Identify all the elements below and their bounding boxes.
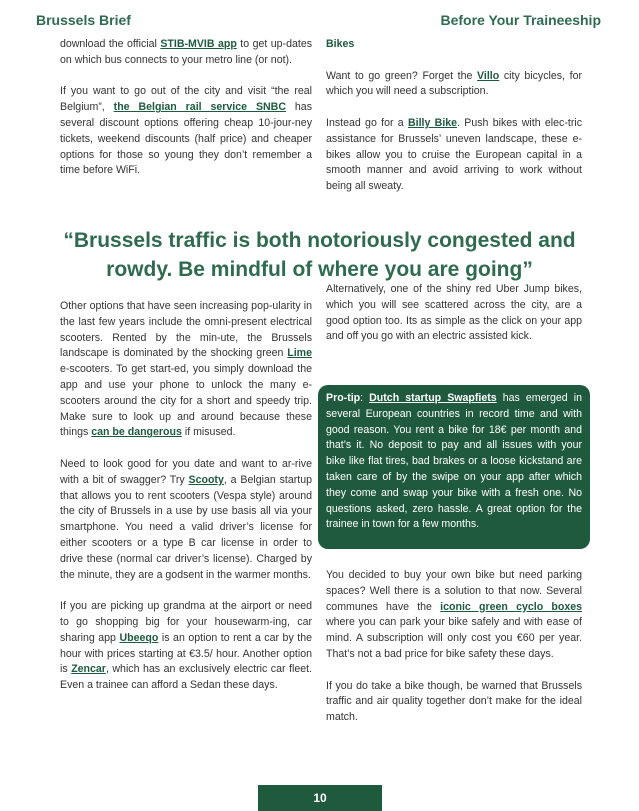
top-right-column (326, 37, 582, 195)
paragraph (60, 299, 312, 441)
pro-tip-label: Pro-tip (326, 392, 361, 404)
text-span: , which has an exclusively electric car fleet. Even a trainee can afford a Sedan these days. (60, 663, 312, 692)
paragraph (60, 457, 312, 583)
paragraph: Alternatively, one of the shiny red Uber Jump bikes, which you will see scattered across the city, are a good option too. Its as simple as the click on your app and off you go with an electric assisted kick. (326, 283, 582, 343)
paragraph (60, 84, 312, 179)
text-span: has several discount options offering cheap 10-jour-ney tickets, weekend discounts (half price) and cheaper options for those so young they don’t remember a time before WiFi. (60, 101, 312, 177)
stib-app-link[interactable]: STIB-MVIB app (160, 38, 237, 50)
text-span: download the official (60, 38, 161, 50)
bottom-right-column-lower (326, 568, 582, 726)
text-span: If you are picking up grandma at the airport or need to go shopping big for your housewarm-ing, car sharing app (60, 600, 312, 644)
text-span: , a Belgian startup that allows you to rent scooters (Vespa style) around the city of Brussels in a use by use basis all via your smartphone. You need a valid driver’s license for either scooters or a type B car license in order to drive these (normal car driver’s license). Charged by the minute, they are a godsent in the warmer months. (60, 473, 312, 581)
bottom-right-column (326, 282, 582, 345)
cyclo-boxes-link[interactable]: iconic green cyclo boxes (440, 600, 582, 613)
lime-link[interactable]: Lime (287, 347, 312, 360)
text-span: You decided to buy your own bike but need parking spaces? Well there is a solution to that now. Several communes have the (326, 569, 582, 613)
billy-bike-link[interactable]: Billy Bike (408, 116, 458, 129)
villo-link[interactable]: Villo (477, 69, 500, 82)
can-be-dangerous-link[interactable]: can be dangerous (91, 426, 182, 439)
text-span: has emerged in several European countries in record time and with good reason. You rent a bike for 18€ per month and that’s it. No deposit to pay and all issues with your bike like flat tires, bad brakes or a loose kickstand are taken care of by the swipe on your app after which they come and swap your bike with a fresh one. No questions asked, zero hassle. A great option for the trainee in town for a few months. (326, 392, 582, 531)
text-span: e-scooters. To get start-ed, you simply download the app and use your phone to unlock the many e-scooters around the city for a short and speedy trip. Make sure to look up and around because these things (60, 363, 312, 439)
text-span: Need to look good for you date and want to ar-rive with a bit of swagger? Try (60, 457, 312, 486)
paragraph (326, 69, 582, 101)
text-span: : (360, 392, 370, 404)
text-span: is an option to rent a car by the hour with prices starting at €3.5/ hour. Another option is (60, 631, 312, 676)
zencar-link[interactable]: Zencar (71, 663, 106, 676)
text-span: Other options that have seen increasing pop-ularity in the last few years include the omni-present electrical scooters. Rented by the min-ute, the Brussels landscape is dominated by the shocking green (60, 300, 312, 360)
rail-service-link[interactable]: the Belgian rail service SNBC (113, 101, 286, 114)
text-span: If you want to go out of the city and visit “the real Belgium”, (60, 85, 312, 114)
paragraph (326, 116, 582, 195)
section-heading-bikes: Bikes (326, 38, 355, 50)
pull-quote: “Brussels traffic is both notoriously congested and rowdy. Be mindful of where you are going” (63, 229, 576, 281)
text-span: to get up-dates on which bus connects to your metro line (or not). (60, 38, 313, 66)
text-span: where you can park your bike safely and with ease of mind. A subscription will only cost you €60 per year. That’s not a bad price for bike safety these days. (326, 616, 582, 660)
bottom-left-column (60, 299, 312, 694)
paragraph (326, 568, 582, 663)
running-header-left: Brussels Brief (36, 12, 131, 28)
text-span: if misused. (181, 426, 236, 439)
ubeeqo-link[interactable]: Ubeeqo (119, 631, 159, 644)
page-number: 10 (258, 785, 382, 811)
top-left-column (60, 37, 312, 179)
running-header-right: Before Your Traineeship (440, 12, 601, 28)
swapfiets-link[interactable]: Dutch startup Swapfiets (369, 392, 497, 404)
scooty-link[interactable]: Scooty (188, 473, 224, 486)
text-span: Instead go for a (326, 116, 408, 129)
text-span: city bicycles, for which you will need a subscription. (326, 69, 582, 98)
text-span: Want to go green? Forget the (326, 69, 478, 82)
pro-tip-box (318, 385, 590, 549)
paragraph (60, 37, 312, 69)
text-span: . Push bikes with elec-tric assistance for Brussels’ uneven landscape, these e-bikes allow you to cruise the European capital in a smooth manner and avoid arriving to work without being all sweaty. (326, 116, 583, 193)
paragraph (60, 599, 312, 694)
paragraph: If you do take a bike though, be warned that Brussels traffic and air quality together don’t make for the ideal match. (326, 679, 582, 724)
